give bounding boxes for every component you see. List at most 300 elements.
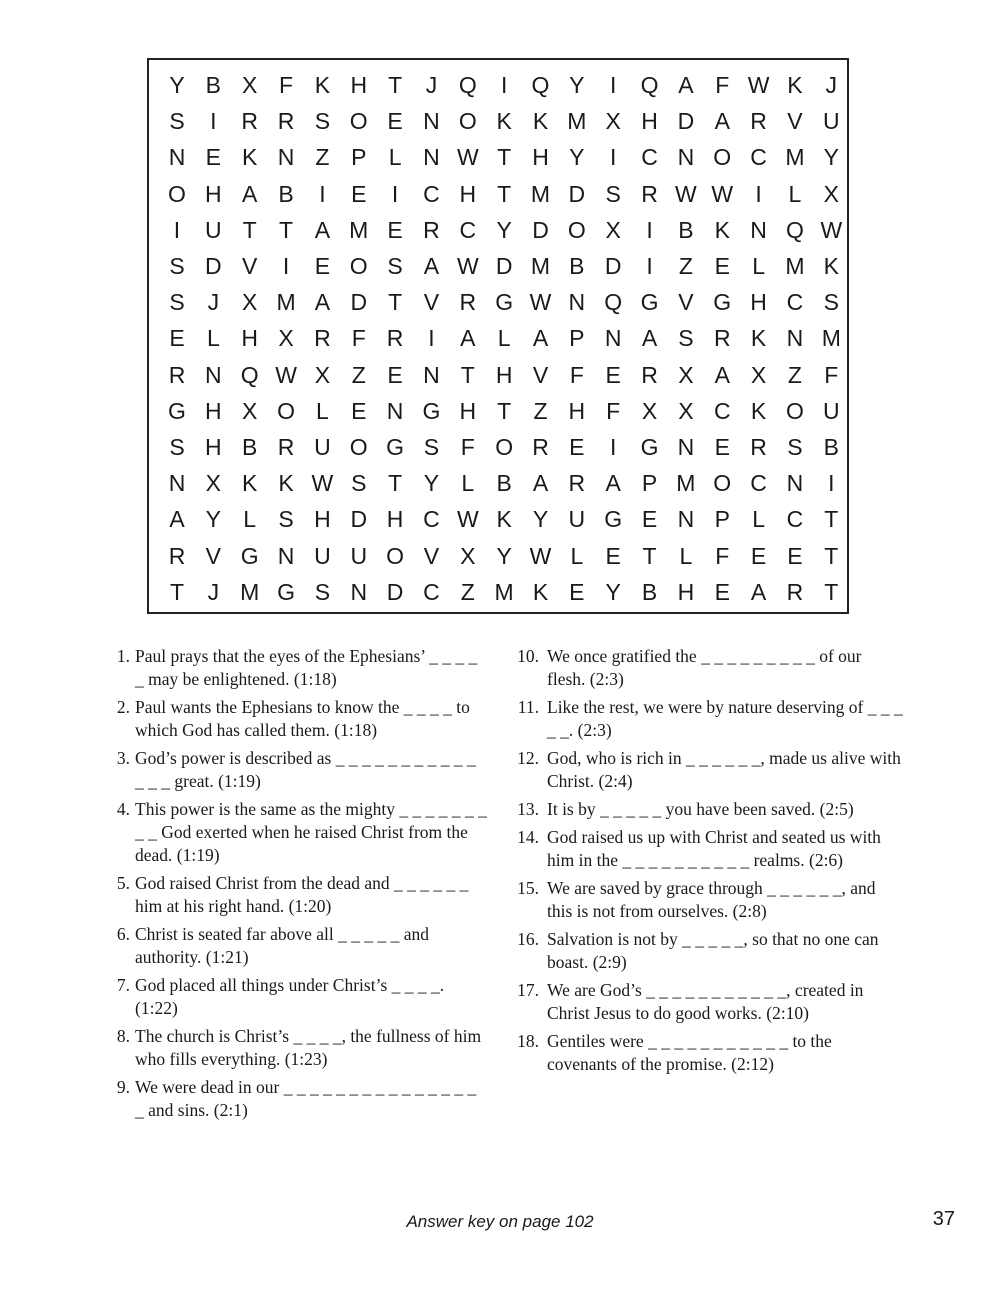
grid-letter: P [641,470,658,497]
grid-letter: N [205,361,222,388]
grid-letter: S [787,434,803,460]
grid-letter: X [242,397,258,424]
grid-letter: N [568,289,586,316]
grid-letter: E [351,397,367,424]
grid-letter: I [828,470,835,497]
grid-letter: B [823,434,839,460]
grid-letter: T [824,578,839,605]
grid-letter: E [169,325,185,352]
grid-letter: K [314,72,331,98]
grid-letter: E [314,253,331,279]
grid-letter: W [275,361,297,388]
clue-text: We once gratified the _ _ _ _ _ _ _ _ _ of our flesh. (2:3) [547,646,862,689]
grid-letter: A [242,180,258,207]
grid-letter: T [169,578,185,605]
grid-letter: T [460,361,475,388]
clue-number: 9. [116,1077,130,1097]
grid-letter: E [205,144,222,171]
clue-text: This power is the same as the mighty _ _ _ _ _ _ _ _ _ God exerted when he raised Christ from the dead. (1:19) [135,799,487,865]
grid-letter: K [532,578,549,605]
grid-letter: X [678,397,694,424]
grid-letter: T [497,397,512,424]
grid-letter: E [387,216,403,243]
grid-letter: V [205,542,222,569]
clue-item [513,645,903,691]
grid-letter: R [641,180,658,207]
grid-letter: N [423,108,440,135]
grid-letter: V [423,542,440,569]
grid-letter: G [640,434,659,460]
grid-letter: J [425,72,438,98]
grid-letter: S [169,253,185,279]
grid-letter: T [279,216,294,243]
clue-number: 12. [517,748,539,768]
clue-item [108,974,488,1020]
grid-letter: P [714,506,730,533]
grid-letter: D [350,506,368,533]
grid-letter: A [605,470,621,497]
grid-letter: G [495,289,514,316]
grid-letter: Z [460,578,475,605]
grid-letter: S [678,325,694,352]
clue-text: Like the rest, we were by nature deserving of _ _ _ _ _. (2:3) [547,697,903,740]
clue-item [108,798,488,867]
grid-letter: C [786,289,804,316]
grid-letter: M [240,578,260,605]
grid-letter: X [314,361,331,388]
grid-letter: N [677,506,695,533]
grid-letter: H [205,180,222,207]
grid-letter: I [755,180,762,207]
grid-letter: E [569,578,585,605]
clue-number: 4. [116,799,130,819]
grid-letter: A [750,578,767,605]
clue-text: Salvation is not by _ _ _ _ _, so that no one can boast. (2:9) [547,929,879,972]
clue-text: We are saved by grace through _ _ _ _ _ _, and this is not from ourselves. (2:8) [547,878,876,921]
grid-letter: T [642,542,657,569]
grid-letter: B [641,578,658,605]
grid-letter: X [823,180,839,207]
clue-text: It is by _ _ _ _ _ you have been saved. (2:5) [547,799,854,819]
grid-letter: W [311,470,334,497]
grid-letter: M [349,216,369,243]
grid-letter: L [497,325,511,352]
clue-number: 15. [517,878,539,898]
grid-letter: H [568,397,586,424]
grid-letter: I [500,72,508,98]
page-number: 37 [932,1208,955,1230]
grid-letter: K [242,470,258,497]
clue-number: 14. [517,827,539,847]
grid-letter: D [677,108,695,135]
grid-letter: L [679,542,693,569]
grid-letter: F [569,361,584,388]
grid-letter: A [714,108,730,135]
grid-letter: U [568,506,586,533]
grid-letter: R [168,542,186,569]
grid-letter: S [823,289,839,316]
letter-grid [149,60,847,612]
grid-letter: H [750,289,767,316]
grid-letter: K [750,397,767,424]
grid-letter: W [675,180,697,207]
grid-letter: E [714,578,730,605]
grid-letter: S [387,253,403,279]
grid-letter: N [677,434,695,460]
grid-letter: C [786,506,804,533]
grid-letter: I [391,180,399,207]
grid-letter: Y [169,72,185,98]
clue-number: 13. [517,799,539,819]
grid-letter: F [279,72,294,98]
grid-letter: H [205,434,222,460]
grid-letter: L [243,506,257,533]
grid-letter: O [458,108,477,135]
grid-letter: V [423,289,440,316]
grid-letter: O [349,108,368,135]
grid-letter: A [314,289,331,316]
grid-letter: L [788,180,802,207]
grid-letter: R [423,216,440,243]
grid-letter: D [350,289,368,316]
grid-letter: Y [569,144,585,171]
grid-letter: W [456,144,479,171]
grid-letter: R [750,108,767,135]
grid-letter: H [350,72,368,98]
grid-letter: W [529,542,552,569]
grid-letter: H [314,506,331,533]
grid-letter: B [242,434,258,460]
grid-letter: V [787,108,803,135]
grid-letter: C [713,397,731,424]
grid-letter: T [824,542,839,569]
grid-letter: T [388,289,403,316]
grid-letter: N [423,144,440,171]
grid-letter: H [459,180,477,207]
grid-letter: H [495,361,513,388]
grid-letter: I [646,216,653,243]
grid-letter: Y [605,578,621,605]
grid-letter: G [640,289,659,316]
grid-letter: P [351,144,367,171]
grid-letter: E [605,542,621,569]
clue-item [108,1076,488,1122]
grid-letter: N [604,325,622,352]
grid-letter: N [350,578,368,605]
grid-letter: Y [532,506,549,533]
grid-letter: I [428,325,435,352]
grid-letter: N [786,325,804,352]
clue-number: 18. [517,1031,539,1051]
grid-letter: J [207,578,220,605]
grid-letter: R [532,434,549,460]
grid-letter: D [532,216,549,243]
grid-letter: M [567,108,587,135]
grid-letter: F [606,397,621,424]
grid-letter: X [750,361,767,388]
grid-letter: N [750,216,767,243]
clue-number: 1. [116,646,130,666]
grid-letter: V [532,361,549,388]
clue-item [108,696,488,742]
grid-letter: H [532,144,549,171]
clue-text: Paul prays that the eyes of the Ephesians’ _ _ _ _ _ may be enlightened. (1:18) [135,646,478,689]
clue-text: God raised us up with Christ and seated us with him in the _ _ _ _ _ _ _ _ _ _ realms. (2:6) [547,827,881,870]
grid-letter: S [169,108,185,135]
grid-letter: I [210,108,217,135]
grid-letter: M [530,253,551,279]
grid-letter: M [821,325,841,352]
grid-letter: N [786,470,804,497]
clue-text: Gentiles were _ _ _ _ _ _ _ _ _ _ _ to the covenants of the promise. (2:12) [547,1031,832,1074]
grid-letter: M [785,144,805,171]
clue-item [513,979,903,1025]
clue-text: Christ is seated far above all _ _ _ _ _ and authority. (1:21) [135,924,430,967]
grid-letter: R [168,361,186,388]
grid-letter: O [785,397,804,424]
grid-letter: I [609,72,617,98]
clue-number: 16. [517,929,539,949]
clue-item [108,1025,488,1071]
grid-letter: A [532,470,549,497]
grid-letter: X [278,325,294,352]
grid-letter: T [824,506,839,533]
grid-letter: U [822,397,840,424]
grid-letter: S [351,470,367,497]
grid-letter: E [351,180,367,207]
grid-letter: L [315,397,329,424]
grid-letter: O [349,253,368,279]
grid-letter: T [242,216,257,243]
grid-letter: H [241,325,258,352]
grid-letter: X [605,216,621,243]
grid-letter: Z [533,397,548,424]
grid-letter: V [242,253,258,279]
grid-letter: Q [531,72,550,98]
grid-letter: F [824,361,839,388]
grid-letter: X [205,470,222,497]
grid-letter: O [349,434,368,460]
grid-letter: Z [787,361,802,388]
grid-letter: B [205,72,222,98]
grid-letter: U [350,542,368,569]
grid-letter: R [713,325,731,352]
grid-letter: X [678,361,694,388]
grid-letter: R [277,434,295,460]
grid-letter: T [497,180,512,207]
grid-letter: A [460,325,476,352]
grid-letter: E [750,542,767,569]
grid-letter: K [242,144,258,171]
grid-letter: K [714,216,730,243]
clue-item [108,747,488,793]
grid-letter: F [351,325,366,352]
clue-text: We are God’s _ _ _ _ _ _ _ _ _ _ _, created in Christ Jesus to do good works. (2:10) [547,980,864,1023]
grid-letter: C [423,578,440,605]
grid-letter: R [241,108,258,135]
clue-number: 11. [517,697,539,717]
grid-letter: M [276,289,296,316]
grid-letter: A [714,361,730,388]
clue-number: 3. [116,748,130,768]
grid-letter: H [641,108,658,135]
grid-letter: L [752,253,765,279]
grid-letter: Y [205,506,222,533]
grid-letter: L [461,470,475,497]
grid-letter: C [750,144,767,171]
grid-letter: I [646,253,653,279]
clue-item [513,1030,903,1076]
grid-letter: S [314,108,331,135]
clue-number: 2. [116,697,130,717]
grid-letter: F [460,434,475,460]
grid-letter: S [314,578,331,605]
grid-letter: Y [823,144,839,171]
grid-letter: K [787,72,803,98]
grid-letter: U [314,434,331,460]
grid-letter: B [496,470,512,497]
grid-letter: B [678,216,694,243]
grid-letter: U [205,216,222,243]
grid-letter: Q [640,72,659,98]
clue-text: Paul wants the Ephesians to know the _ _ _ _ to which God has called them. (1:18) [135,697,470,740]
clue-number: 5. [116,873,130,893]
grid-letter: E [787,542,803,569]
grid-letter: S [423,434,440,460]
clue-item [108,923,488,969]
clue-item [108,645,488,691]
grid-letter: T [388,470,403,497]
grid-letter: L [206,325,220,352]
grid-letter: M [785,253,805,279]
answer-key-note: Answer key on page 102 [406,1212,594,1231]
grid-letter: A [641,325,658,352]
clue-text: We were dead in our _ _ _ _ _ _ _ _ _ _ _ _ _ _ _ _ and sins. (2:1) [135,1077,477,1120]
grid-letter: Q [240,361,259,388]
grid-letter: C [459,216,477,243]
clue-number: 8. [116,1026,130,1046]
grid-letter: W [711,180,734,207]
grid-letter: S [169,289,185,316]
grid-letter: Z [351,361,366,388]
grid-letter: H [677,578,695,605]
clue-item [513,928,903,974]
grid-letter: G [168,397,186,424]
grid-letter: R [750,434,767,460]
grid-letter: M [530,180,551,207]
clue-number: 6. [116,924,130,944]
grid-letter: O [386,542,405,569]
grid-letter: N [277,542,295,569]
grid-letter: L [570,542,584,569]
grid-letter: S [278,506,294,533]
grid-letter: R [641,361,658,388]
grid-letter: R [786,578,804,605]
grid-letter: E [641,506,658,533]
word-search-grid [147,58,849,614]
grid-letter: N [677,144,695,171]
grid-letter: J [207,289,220,316]
grid-letter: X [460,542,476,569]
grid-letter: A [532,325,549,352]
grid-letter: N [277,144,295,171]
grid-letter: C [641,144,658,171]
grid-letter: O [567,216,586,243]
grid-letter: B [569,253,585,279]
clue-list-right [513,645,903,1081]
grid-letter: K [823,253,839,279]
grid-letter: W [820,216,843,243]
grid-letter: R [314,325,331,352]
grid-letter: N [168,144,186,171]
grid-letter: G [277,578,295,605]
grid-letter: J [825,72,838,98]
grid-letter: L [752,506,765,533]
grid-letter: R [386,325,404,352]
clue-number: 7. [116,975,130,995]
clue-number: 10. [517,646,539,666]
grid-letter: X [605,108,621,135]
grid-letter: S [169,434,185,460]
grid-letter: L [388,144,402,171]
clue-item [513,798,903,821]
clue-item [513,877,903,923]
grid-letter: C [750,470,767,497]
grid-letter: K [532,108,549,135]
grid-letter: A [169,506,185,533]
clue-text: God, who is rich in _ _ _ _ _ _, made us alive with Christ. (2:4) [547,748,901,791]
grid-letter: N [168,470,186,497]
grid-letter: Z [678,253,693,279]
grid-letter: E [714,253,730,279]
grid-letter: N [386,397,404,424]
grid-letter: D [604,253,622,279]
grid-letter: D [386,578,404,605]
grid-letter: K [496,506,512,533]
grid-letter: H [205,397,222,424]
grid-letter: G [422,397,441,424]
clue-item [513,747,903,793]
clue-item [513,826,903,872]
grid-letter: O [713,144,732,171]
grid-letter: C [423,180,440,207]
grid-letter: E [605,361,621,388]
grid-letter: U [822,108,840,135]
grid-letter: H [459,397,477,424]
grid-letter: Y [496,216,512,243]
grid-letter: S [605,180,621,207]
grid-letter: N [423,361,440,388]
grid-letter: Q [458,72,477,98]
clue-text: God raised Christ from the dead and _ _ _ _ _ _ him at his right hand. (1:20) [135,873,469,916]
grid-letter: I [282,253,290,279]
grid-letter: V [678,289,694,316]
grid-letter: Y [496,542,512,569]
clue-text: God placed all things under Christ’s _ _ _ _. (1:22) [135,975,445,1018]
grid-letter: O [713,470,732,497]
grid-letter: T [497,144,512,171]
grid-letter: W [456,253,479,279]
grid-letter: B [278,180,294,207]
grid-letter: M [494,578,514,605]
grid-letter: U [314,542,331,569]
grid-letter: G [240,542,259,569]
grid-letter: K [278,470,294,497]
grid-letter: Q [604,289,623,316]
grid-letter: C [423,506,440,533]
grid-letter: E [387,361,403,388]
grid-letter: A [423,253,440,279]
